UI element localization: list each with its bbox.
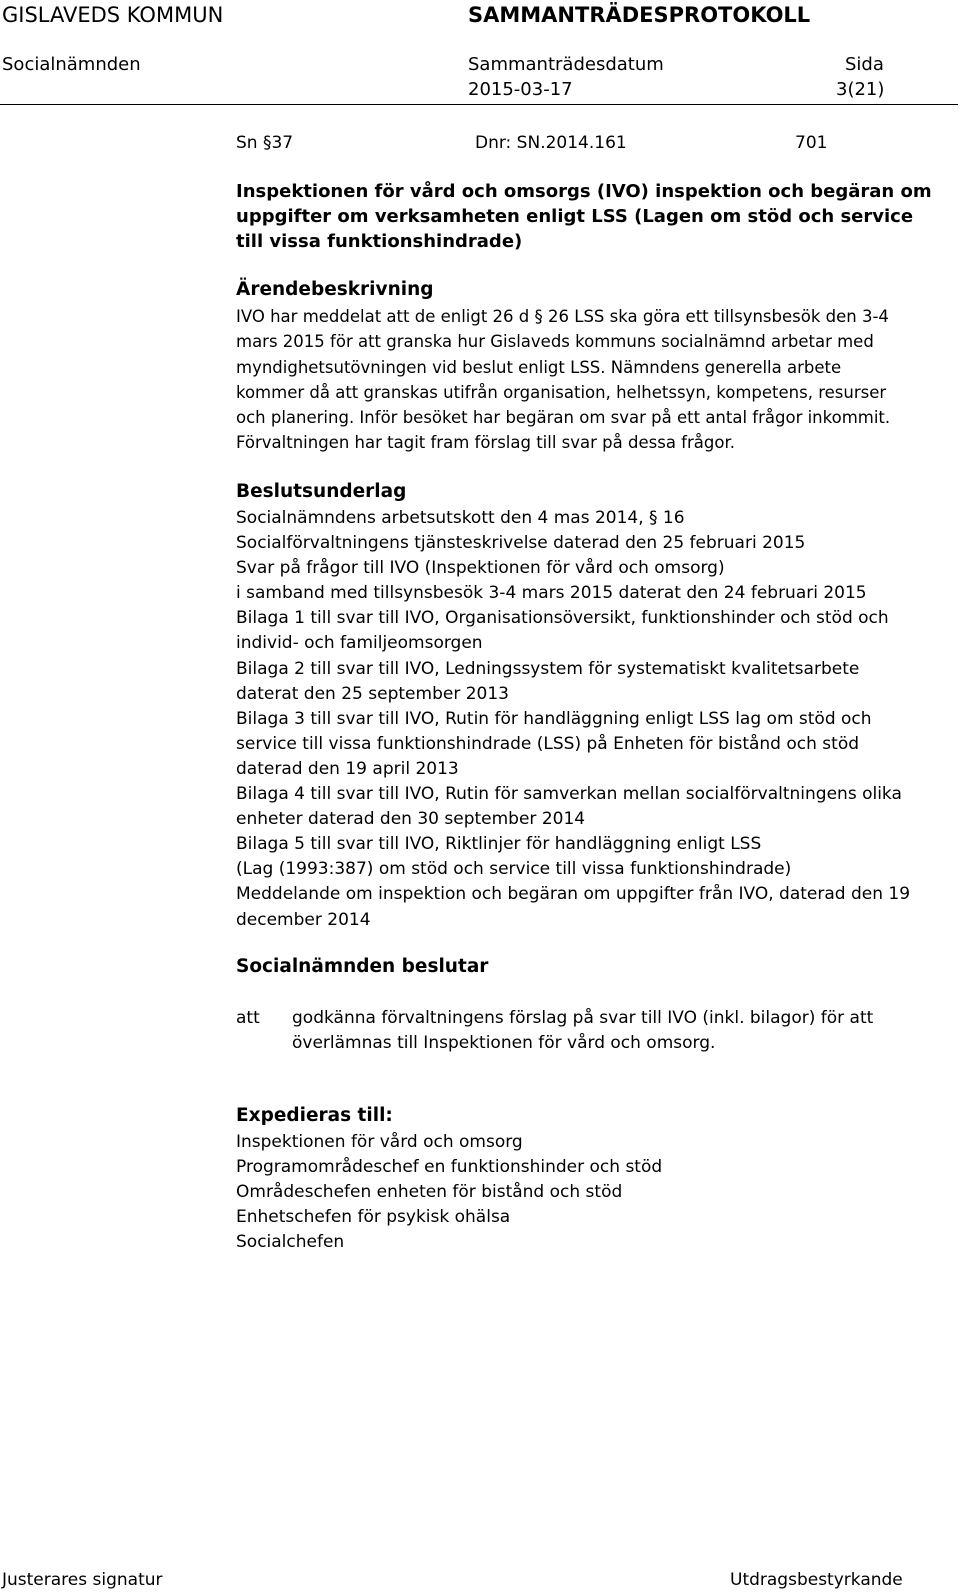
basis-line: Bilaga 3 till svar till IVO, Rutin för handläggning enligt LSS lag om stöd och [236,708,872,729]
adjuster-signature-label: Justerares signatur [2,1570,163,1590]
basis-line: daterad den 19 april 2013 [236,758,459,779]
description-text [236,304,941,456]
description-line: kommer då att granskas utifrån organisation, helhetssyn, kompetens, resurser [236,382,887,402]
description-line: Förvaltningen har tagit fram förslag till svar på dessa frågor. [236,433,735,453]
decision-line: överlämnas till Inspektionen för vård och omsorg. [292,1033,716,1054]
diary-number: Dnr: SN.2014.161 [475,133,627,153]
basis-line: enheter daterad den 30 september 2014 [236,809,586,830]
basis-line: daterat den 25 september 2013 [236,683,509,704]
distribution-recipient: Inspektionen för vård och omsorg [236,1132,523,1152]
page-label: Sida [845,54,884,75]
case-title-line: uppgifter om verksamheten enligt LSS (Lagen om stöd och service [236,206,914,227]
description-heading: Ärendebeskrivning [236,279,434,300]
description-line: och planering. Inför besöket har begäran om svar på ett antal frågor inkommit. [236,408,891,428]
basis-line: (Lag (1993:387) om stöd och service till vissa funktionshindrade) [236,859,792,880]
basis-line: Bilaga 2 till svar till IVO, Ledningssystem för systematiskt kvalitetsarbete [236,658,860,679]
decision-heading: Socialnämnden beslutar [236,956,489,977]
decision-text [292,1006,873,1056]
basis-line: Svar på frågor till IVO (Inspektionen för vård och omsorg) [236,558,725,579]
description-line: myndighetsutövningen vid beslut enligt LSS. Nämndens generella arbete [236,357,842,377]
basis-line: Socialförvaltningens tjänsteskrivelse daterad den 25 februari 2015 [236,533,806,554]
extract-certification-label: Utdragsbestyrkande [730,1570,903,1590]
basis-line: Bilaga 5 till svar till IVO, Riktlinjer för handläggning enligt LSS [236,834,762,855]
basis-line: december 2014 [236,909,371,930]
case-title-line: Inspektionen för vård och omsorgs (IVO) inspektion och begäran om [236,181,932,202]
description-line: IVO har meddelat att de enligt 26 d § 26 LSS ska göra ett tillsynsbesök den 3-4 [236,307,889,326]
document-type: SAMMANTRÄDESPROTOKOLL [468,3,811,27]
decision-line: godkänna förvaltningens förslag på svar till IVO (inkl. bilagor) för att [292,1008,874,1028]
distribution-list [236,1130,941,1255]
distribution-recipient: Områdeschefen enheten för bistånd och stöd [236,1182,623,1203]
basis-line: individ- och familjeomsorgen [236,633,483,654]
meeting-date-value: 2015-03-17 [468,79,573,100]
case-title [236,179,941,254]
basis-line: Bilaga 1 till svar till IVO, Organisationsöversikt, funktionshinder och stöd och [236,608,889,629]
basis-list [236,506,941,933]
decision-marker: att [236,1008,260,1028]
header-divider [0,104,958,105]
description-line: mars 2015 för att granska hur Gislaveds kommuns socialnämnd arbetar med [236,332,874,352]
distribution-recipient: Enhetschefen för psykisk ohälsa [236,1207,511,1228]
org-name: GISLAVEDS KOMMUN [2,3,224,27]
basis-line: Socialnämndens arbetsutskott den 4 mas 2014, § 16 [236,508,685,528]
meeting-date-label: Sammanträdesdatum [468,54,664,75]
case-title-line: till vissa funktionshindrade) [236,231,523,252]
basis-line: Meddelande om inspektion och begäran om uppgifter från IVO, daterad den 19 [236,884,911,905]
basis-line: service till vissa funktionshindrade (LSS) på Enheten för bistånd och stöd [236,733,860,754]
distribution-heading: Expedieras till: [236,1105,393,1126]
basis-line: i samband med tillsynsbesök 3-4 mars 2015 daterat den 24 februari 2015 [236,583,867,604]
basis-line: Bilaga 4 till svar till IVO, Rutin för samverkan mellan socialförvaltningens olika [236,784,902,805]
page-number: 3(21) [836,79,885,100]
section-number: Sn §37 [236,133,294,153]
basis-heading: Beslutsunderlag [236,481,407,502]
distribution-recipient: Programområdeschef en funktionshinder och stöd [236,1157,663,1178]
distribution-recipient: Socialchefen [236,1232,345,1253]
case-code: 701 [795,133,828,153]
committee-name: Socialnämnden [2,54,141,75]
